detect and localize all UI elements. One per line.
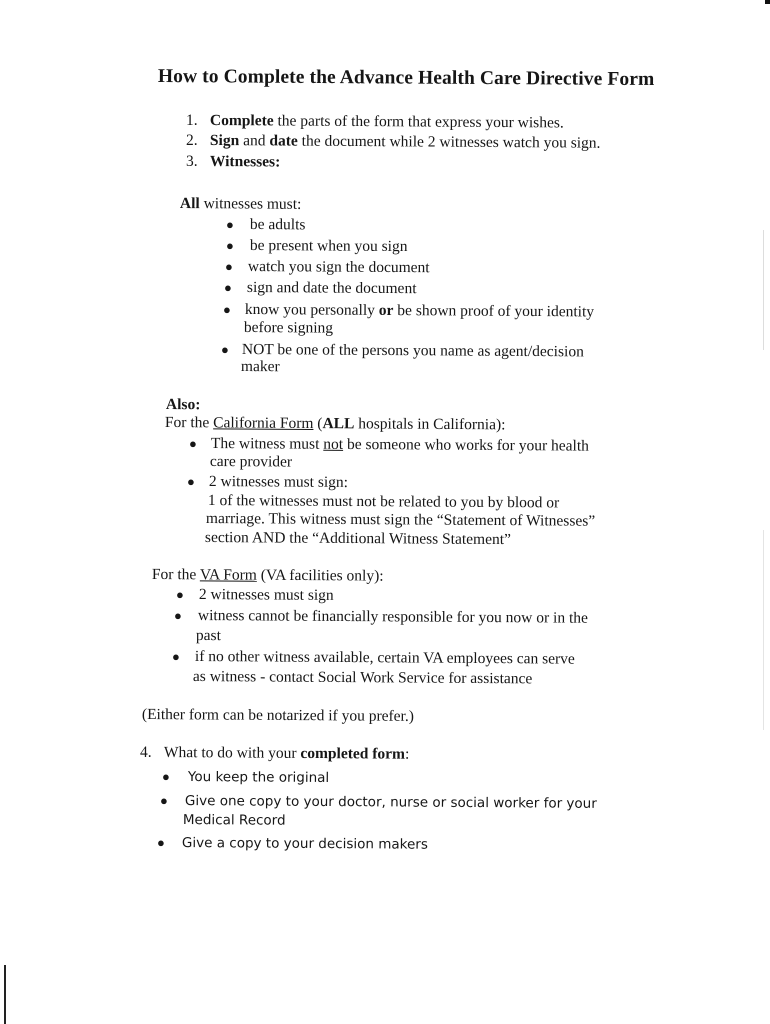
step4-keep-original: You keep the original bbox=[187, 769, 330, 786]
bullet-icon: ● bbox=[157, 835, 165, 850]
bullet-icon: ● bbox=[176, 587, 184, 602]
bullet-icon: ● bbox=[160, 793, 168, 808]
bullet-icon: ● bbox=[187, 474, 195, 489]
witness-req-not-agent-cont: maker bbox=[240, 358, 280, 376]
step4-medical-record: Medical Record bbox=[182, 812, 286, 829]
step4-give-copy-decision-makers: Give a copy to your decision makers bbox=[181, 835, 428, 853]
ca-req-not-related: 1 of the witnesses must not be related to you by blood or bbox=[207, 492, 560, 512]
witness-req-know-cont: before signing bbox=[243, 319, 334, 337]
step4-give-copy-doctor: Give one copy to your doctor, nurse or social worker for your bbox=[184, 793, 597, 812]
witness-req-not-agent: NOT be one of the persons you name as agent/decision bbox=[241, 341, 584, 361]
step-3-text: Witnesses: bbox=[209, 153, 281, 171]
witness-req-adults: be adults bbox=[249, 216, 306, 234]
ca-req-not-employee: The witness must not be someone who works for your health bbox=[210, 435, 589, 455]
bullet-icon: ● bbox=[224, 280, 232, 295]
witness-req-know: know you personally or be shown proof of your identity bbox=[244, 301, 595, 321]
notarize-note: (Either form can be notarized if you prefer.) bbox=[141, 706, 414, 725]
step-2-number: 2. bbox=[186, 132, 198, 149]
step-1-number: 1. bbox=[186, 112, 198, 129]
ca-req-two-witnesses: 2 witnesses must sign: bbox=[208, 473, 349, 491]
witness-req-sign-date: sign and date the document bbox=[246, 279, 417, 298]
scan-artifact-right bbox=[763, 230, 764, 350]
also-heading: Also: bbox=[165, 396, 201, 414]
scan-artifact-top bbox=[765, 0, 770, 4]
bullet-icon: ● bbox=[162, 769, 170, 784]
ca-req-not-employee-cont: care provider bbox=[209, 453, 293, 471]
bullet-icon: ● bbox=[223, 302, 231, 317]
page-title: How to Complete the Advance Health Care Directive Form bbox=[157, 66, 655, 91]
step-4-text: What to do with your completed form: bbox=[163, 744, 410, 763]
va-req-two-witnesses: 2 witnesses must sign bbox=[198, 586, 334, 604]
bullet-icon: ● bbox=[221, 342, 229, 357]
va-req-not-financial-cont: past bbox=[195, 627, 221, 645]
witness-req-watch: watch you sign the document bbox=[247, 258, 430, 277]
bullet-icon: ● bbox=[172, 649, 180, 664]
bullet-icon: ● bbox=[226, 217, 234, 232]
scan-artifact-left bbox=[4, 965, 6, 1024]
step-1-text: Complete the parts of the form that express your wishes. bbox=[209, 112, 564, 132]
bullet-icon: ● bbox=[189, 436, 197, 451]
step-3-number: 3. bbox=[186, 153, 198, 170]
step-2-text: Sign and date the document while 2 witnesses watch you sign. bbox=[209, 132, 601, 152]
va-form-heading: For the VA Form (VA facilities only): bbox=[151, 566, 384, 585]
ca-req-additional: section AND the “Additional Witness Statement” bbox=[204, 529, 512, 549]
va-req-not-financial: witness cannot be financially responsible for you now or in the bbox=[197, 607, 588, 627]
ca-req-statement: marriage. This witness must sign the “Statement of Witnesses” bbox=[205, 510, 596, 530]
california-form-heading: For the California Form (ALL hospitals in California): bbox=[164, 414, 506, 434]
bullet-icon: ● bbox=[226, 238, 234, 253]
bullet-icon: ● bbox=[174, 608, 182, 623]
all-witnesses-heading: All witnesses must: bbox=[179, 195, 302, 213]
va-req-employees: if no other witness available, certain VA employees can serve bbox=[194, 648, 575, 668]
step-4-number: 4. bbox=[140, 744, 152, 761]
witness-req-present: be present when you sign bbox=[249, 237, 408, 256]
scan-artifact-right-lower bbox=[763, 530, 764, 730]
bullet-icon: ● bbox=[225, 259, 233, 274]
va-req-employees-cont: as witness - contact Social Work Service for assistance bbox=[192, 668, 533, 688]
